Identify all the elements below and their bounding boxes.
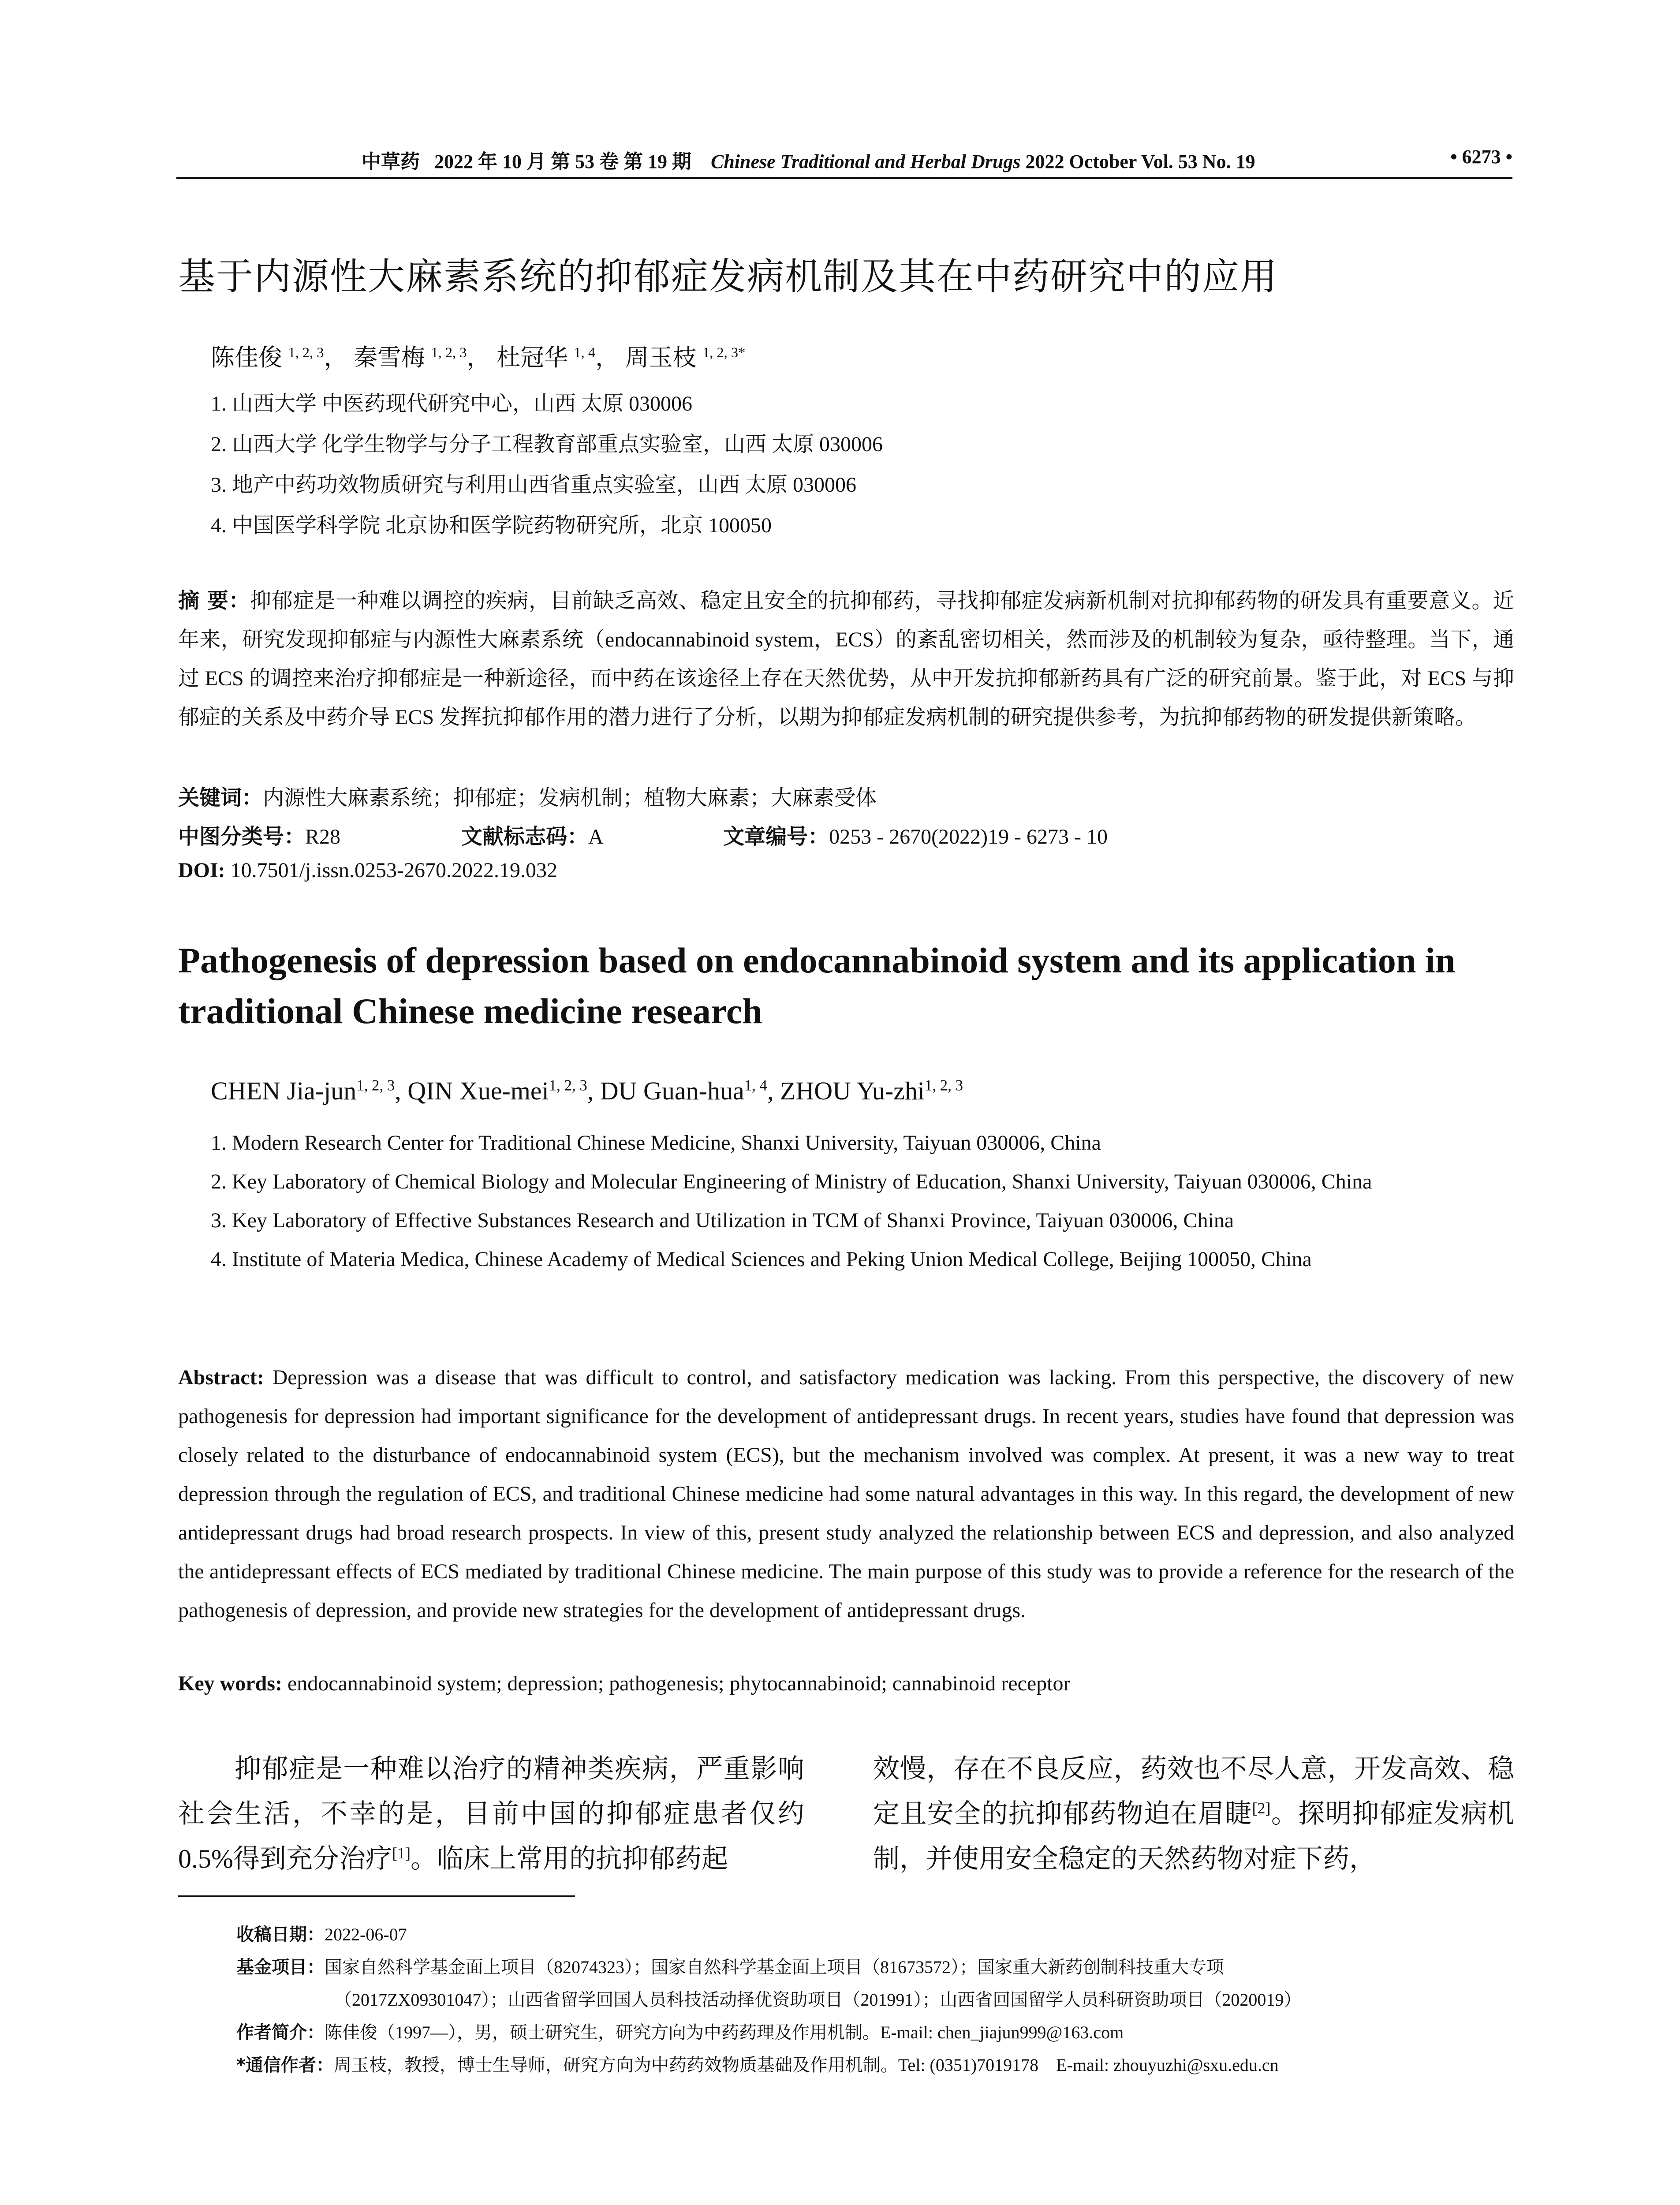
affiliation-en: 3. Key Laboratory of Effective Substances Research and Utilization in TCM of Shanxi Province, Taiyuan 030006, China [211, 1209, 1234, 1232]
affiliation-cn: 1. 山西大学 中医药现代研究中心，山西 太原 030006 [211, 392, 693, 415]
journal-name-cn: 中草药 [362, 151, 420, 172]
keywords-en-text: endocannabinoid system; depression; pathogenesis; phytocannabinoid; cannabinoid receptor [287, 1672, 1071, 1695]
abstract-cn [178, 581, 1514, 737]
author-cn: 周玉枝 $^{1, 2, 3*}$ [625, 344, 746, 371]
authors-en [211, 1076, 963, 1106]
doc-code-value: A [588, 825, 603, 848]
title-en: Pathogenesis of depression based on endocannabinoid system and its application in traditional Chinese medicine research [178, 940, 1456, 1031]
article-no-value: 0253 - 2670(2022)19 - 6273 - 10 [829, 825, 1108, 848]
footnote-author-bio: 作者简介：陈佳俊（1997—），男，硕士研究生，研究方向为中药药理及作用机制。E-mail: chen_jiajun999@163.com [236, 2022, 1124, 2043]
affiliation-cn: 3. 地产中药功效物质研究与利用山西省重点实验室，山西 太原 030006 [211, 473, 857, 497]
keywords-cn-label: 关键词： [178, 785, 263, 810]
abstract-cn-label: 摘 要： [178, 588, 250, 613]
doc-code-label: 文献标志码： [461, 824, 589, 849]
keywords-en-label: Key words: [178, 1672, 282, 1695]
doi-line [178, 858, 557, 882]
body-column-left [178, 1746, 804, 1881]
footnote-fund-continued: （2017ZX09301047）；山西省留学回国人员科技活动择优资助项目（201991）；山西省回国留学人员科研资助项目（2020019） [334, 1990, 1302, 2010]
header-rule [176, 177, 1512, 179]
body-left-text: 抑郁症是一种难以治疗的精神类疾病，严重影响社会生活，不幸的是，目前中国的抑郁症患者仅约 0.5%得到充分治疗 [178, 1754, 804, 1873]
journal-name-en: Chinese Traditional and Herbal Drugs [711, 151, 1021, 172]
keywords-cn [178, 781, 877, 811]
body-right-text: 效慢，存在不良反应，药效也不尽人意，开发高效、稳定且安全的抗抑郁药物迫在眉睫 [873, 1754, 1514, 1828]
keywords-cn-text: 内源性大麻素系统；抑郁症；发病机制；植物大麻素；大麻素受体 [263, 786, 877, 810]
author-en: ZHOU Yu-zhi$^{1, 2, 3}$ [780, 1076, 963, 1105]
affiliations-cn [211, 384, 883, 546]
issue-cn: 2022 年 10 月 第 53 卷 第 19 期 [434, 151, 691, 172]
abstract-cn-text: 抑郁症是一种难以调控的疾病，目前缺乏高效、稳定且安全的抗抑郁药，寻找抑郁症发病新机制对抗抑郁药物的研发具有重要意义。近年来，研究发现抑郁症与内源性大麻素系统（endocannabinoid system，ECS）的紊乱密切相关，然而涉及的机制较为复杂，亟待整理。当下，通过 ECS 的调控来治疗抑郁症是一种新途径，而中药在该途径上存在天然优势，从中开发抗抑郁新药具有广泛的研究前景。鉴于此，对 ECS 与抑郁症的关系及中药介导 ECS 发挥抗抑郁作用的潜力进行了分析，以期为抑郁症发病机制的研究提供参考，为抗抑郁药物的研发提供新策略。 [178, 589, 1514, 729]
running-header-text [362, 146, 1255, 174]
body-right-tail: 。探明抑郁症发病机制，并使用安全稳定的天然药物对症下药， [873, 1799, 1515, 1873]
citation-ref[interactable]: [2] [1252, 1799, 1271, 1817]
affiliation-en: 2. Key Laboratory of Chemical Biology and Molecular Engineering of Ministry of Education, Shanxi University, Taiyuan 030006, China [211, 1170, 1372, 1193]
author-cn: 秦雪梅 $^{1, 2, 3}$， [353, 344, 491, 371]
affiliation-cn: 4. 中国医学科学院 北京协和医学院药物研究所，北京 100050 [211, 514, 772, 537]
article-no-label: 文章编号： [723, 824, 829, 849]
body-column-right [873, 1746, 1514, 1881]
author-cn: 杜冠华 $^{1, 4}$， [496, 344, 620, 371]
citation-ref[interactable]: [1] [392, 1844, 411, 1862]
doi-value[interactable]: 10.7501/j.issn.0253-2670.2022.19.032 [230, 859, 558, 882]
affiliation-en: 1. Modern Research Center for Traditional Chinese Medicine, Shanxi University, Taiyuan 030006, China [211, 1131, 1101, 1155]
page-number: • 6273 • [1450, 146, 1512, 168]
body-left-tail: 。临床上常用的抗抑郁药起 [410, 1844, 728, 1873]
issue-en: 2022 October Vol. 53 No. 19 [1025, 151, 1255, 172]
footnote-received: 收稿日期：2022-06-07 [236, 1925, 407, 1945]
footnotes [236, 1918, 1515, 2082]
title-cn: 基于内源性大麻素系统的抑郁症发病机制及其在中药研究中的应用 [178, 255, 1278, 298]
classification-line [178, 819, 1108, 850]
authors-cn [211, 339, 745, 373]
clc-label: 中图分类号： [178, 824, 306, 849]
footnote-fund: 基金项目：国家自然科学基金面上项目（82074323）；国家自然科学基金面上项目（81673572）；国家重大新药创制科技重大专项 [236, 1957, 1224, 1977]
author-cn: 陈佳俊 $^{1, 2, 3}$， [211, 344, 348, 371]
affiliation-en: 4. Institute of Materia Medica, Chinese Academy of Medical Sciences and Peking Union Medical College, Beijing 100050, China [211, 1248, 1312, 1271]
affiliation-cn: 2. 山西大学 化学生物学与分子工程教育部重点实验室，山西 太原 030006 [211, 433, 883, 456]
footnote-rule [178, 1895, 575, 1897]
abstract-en [178, 1358, 1514, 1630]
author-en: QIN Xue-mei$^{1, 2, 3}$, [407, 1076, 600, 1105]
keywords-en [178, 1671, 1071, 1696]
affiliations-en [211, 1124, 1516, 1279]
author-en: CHEN Jia-jun$^{1, 2, 3}$, [211, 1076, 408, 1105]
abstract-en-text: Depression was a disease that was difficult to control, and satisfactory medication was lacking. From this perspective, the discovery of new pathogenesis for depression had important significance for the development of antidepressant drugs. In recent years, studies have found that depression was closely related to the disturbance of endocannabinoid system (ECS), but the mechanism involved was complex. At present, it was a new way to treat depression through the regulation of ECS, and traditional Chinese medicine had some natural advantages in this way. In this regard, the development of new antidepressant drugs had broad research prospects. In view of this, present study analyzed the relationship between ECS and depression, and also analyzed the antidepressant effects of ECS mediated by traditional Chinese medicine. The main purpose of this study was to provide a reference for the research of the pathogenesis of depression, and provide new strategies for the development of antidepressant drugs. [178, 1366, 1514, 1622]
doi-label: DOI: [178, 859, 225, 882]
abstract-en-label: Abstract: [178, 1366, 264, 1389]
running-header [176, 140, 1512, 176]
footnote-corresponding: *通信作者：周玉枝，教授，博士生导师，研究方向为中药药效物质基础及作用机制。Tel: (0351)7019178 E-mail: zhouyuzhi@sxu.edu.cn [236, 2055, 1279, 2075]
author-en: DU Guan-hua$^{1, 4}$, [600, 1076, 780, 1105]
clc-value: R28 [305, 825, 341, 848]
